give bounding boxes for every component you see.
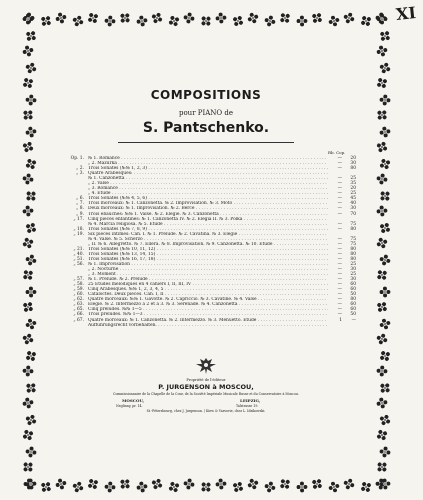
flower-ornament-icon <box>20 299 36 316</box>
work-price-kop: 80 <box>350 166 356 172</box>
work-price-rub: — <box>337 307 342 313</box>
flower-ornament-icon <box>375 396 389 410</box>
work-opus: „ 66. <box>73 312 84 318</box>
flower-ornament-icon <box>103 480 116 493</box>
title-page-content <box>46 36 366 470</box>
work-price-kop: 20 <box>350 156 356 161</box>
work-price-kop: 30 <box>350 161 356 167</box>
eagle-emblem-icon <box>194 356 218 376</box>
work-price-rub: — <box>337 156 342 161</box>
work-price-rub: — <box>337 161 342 167</box>
work-opus: „ 40. <box>73 251 84 257</box>
flower-ornament-icon <box>358 479 375 494</box>
flower-ornament-icon <box>378 125 392 139</box>
work-price-kop: 30 <box>350 277 356 283</box>
flower-ornament-icon <box>166 479 182 494</box>
flower-ornament-icon <box>377 220 392 236</box>
work-price-kop: 50 <box>350 292 356 298</box>
border-right <box>374 10 392 494</box>
work-title: Quatre morceaux: №№ 1. Gavotte. № 2. Capriccio. № 3. Cavatine. № 4. Valse . . . <box>88 297 328 302</box>
work-title: Quatre Arabesques: . . . <box>88 171 328 176</box>
flower-ornament-icon <box>374 299 390 316</box>
flower-ornament-icon <box>20 235 36 251</box>
work-title: Trois morceaux: № 1. Canzonetta. № 2. Improvisation. № 3. Moto . . . <box>88 201 328 206</box>
flower-ornament-icon <box>24 125 38 139</box>
work-price-kop: 20 <box>350 186 356 192</box>
work-price-kop: 25 <box>350 191 356 197</box>
flower-ornament-icon <box>374 331 389 346</box>
work-title: Trois Sonates (№№ 4, 5, 6) . . . <box>88 196 328 201</box>
work-title: Cinq pièces enfantines: № 1. Canzonetta IV. № 2. Elégia II. № 3. Polka . . . <box>88 217 328 222</box>
work-opus: „ 8. <box>76 206 84 212</box>
works-list <box>60 156 364 328</box>
work-price-rub: — <box>337 221 342 227</box>
work-price-kop: — <box>351 317 356 323</box>
work-price-rub: — <box>337 277 342 283</box>
work-opus: „ 9. <box>76 211 84 217</box>
publisher-name: P. JURGENSON à MOSCOU, <box>158 383 254 391</box>
flower-ornament-icon <box>341 10 356 25</box>
flower-ornament-icon <box>377 156 392 172</box>
work-title: Six pièces intimes: Cah. I. № 1. Prélude. № 2. Cavatina. № 3. Elegie . . . <box>88 232 328 237</box>
work-title: 25 Etudes mélodiques en 4 cahiers I, II, III, IV . . . <box>88 282 328 287</box>
work-price-kop: 30 <box>350 267 356 273</box>
work-price-rub: — <box>337 272 342 278</box>
flower-ornament-icon <box>377 28 392 45</box>
work-opus: Op. 1. <box>70 156 84 161</box>
flower-ornament-icon <box>377 380 392 397</box>
flower-ornament-icon <box>25 286 37 298</box>
work-opus: „ 17. <box>73 216 84 222</box>
flower-ornament-icon <box>309 476 326 492</box>
work-opus: „ 2. <box>76 166 84 172</box>
flower-ornament-icon <box>182 11 196 25</box>
work-price-rub: — <box>337 186 342 192</box>
flower-ornament-icon <box>23 60 38 76</box>
flower-ornament-icon <box>374 427 390 443</box>
work-price-rub: — <box>337 196 342 202</box>
flower-ornament-icon <box>374 107 390 124</box>
flower-ornament-icon <box>23 348 38 365</box>
flower-ornament-icon <box>263 14 278 28</box>
flower-ornament-icon <box>198 479 215 494</box>
flower-ornament-icon <box>103 14 116 27</box>
flower-ornament-icon <box>378 253 392 268</box>
flower-ornament-icon <box>376 365 389 378</box>
flower-ornament-icon <box>166 13 182 28</box>
flower-ornament-icon <box>135 480 149 494</box>
work-opus: „ 21. <box>73 246 84 252</box>
flower-ornament-icon <box>24 445 38 459</box>
work-title: „ II. № 6. Allegretto. № 7. Elléra. № 8. Improvisation. № 9. Canzonetta. № 10. Etude . . . <box>88 242 328 247</box>
work-title: Deux morceaux: № 1. Improvisation. № 2. Berce . . . <box>88 206 328 211</box>
flower-ornament-icon <box>374 75 390 92</box>
publisher-block <box>66 378 346 414</box>
work-title: Trois Sonates (№№ 7, 8, 9) . . . <box>88 227 328 232</box>
publisher-address-moscow: Neglinny, pr. 14. <box>116 404 143 409</box>
work-title: Cataloctes. Deux pièces. Cah. I, II . . . <box>88 292 328 297</box>
flower-ornament-icon <box>375 44 390 59</box>
work-opus: „ 57. <box>73 277 84 283</box>
flower-ornament-icon <box>23 220 38 236</box>
work-price-rub: — <box>337 181 342 187</box>
work-price-kop: 75 <box>350 241 356 247</box>
flower-ornament-icon <box>182 477 196 491</box>
flower-ornament-icon <box>327 14 342 28</box>
floral-border-frame <box>20 10 392 492</box>
work-price-rub: — <box>337 312 342 318</box>
work-title: Cinq Arabesques. №№ 1, 2, 3, 4, 5 . . . <box>88 287 328 292</box>
flower-ornament-icon <box>38 13 55 28</box>
work-price-kop: 60 <box>350 282 356 288</box>
work-opus: „ 3. <box>76 171 84 177</box>
work-title: № 1. Improvisation . . . <box>88 262 328 267</box>
catalog-mark: XI <box>395 3 417 24</box>
work-price-rub: — <box>337 206 342 212</box>
publisher-property: Propriété de l'éditeur <box>186 378 226 382</box>
flower-ornament-icon <box>230 13 246 28</box>
work-opus: „ 62. <box>73 297 84 303</box>
work-opus: „ 6. <box>76 196 84 202</box>
work-title: № 4. Marcia religiosa. № 5. Etude . . . <box>88 222 328 227</box>
flower-ornament-icon <box>374 267 390 284</box>
flower-ornament-icon <box>24 317 38 332</box>
work-title: „ 2. Mazurka . . . <box>88 161 328 166</box>
flower-ornament-icon <box>198 13 215 28</box>
work-price-rub: — <box>337 241 342 247</box>
flower-ornament-icon <box>23 188 38 205</box>
flower-ornament-icon <box>214 477 227 490</box>
work-title: № 1. Romance . . . <box>88 156 328 161</box>
work-title: Trois Sonates (№№ 16, 17, 18) . . . <box>88 257 328 262</box>
border-left <box>20 10 38 494</box>
work-price-rub: — <box>337 191 342 197</box>
publisher-address-leipzig: Talstrasse 19. <box>236 404 259 409</box>
flower-ornament-icon <box>117 10 134 26</box>
flower-ornament-icon <box>21 44 36 59</box>
flower-ornament-icon <box>23 28 38 45</box>
flower-ornament-icon <box>377 412 392 428</box>
currency-label: Rb. Cop. <box>328 150 346 155</box>
work-price-kop: 75 <box>350 236 356 242</box>
work-opus: „ 58. <box>73 282 84 288</box>
page-title: COMPOSITIONS <box>150 88 262 102</box>
flower-ornament-icon <box>214 11 227 24</box>
work-opus: „ 65. <box>73 307 84 313</box>
flower-ornament-icon <box>245 476 261 492</box>
work-price-rub: — <box>337 292 342 298</box>
work-title: Trois préludes. №№ 1—3 . . . <box>88 312 328 317</box>
work-opus: „ 67. <box>73 317 84 323</box>
flower-ornament-icon <box>374 459 390 476</box>
flower-ornament-icon <box>230 479 246 494</box>
work-price-rub: — <box>337 256 342 262</box>
work-opus: „ 60. <box>73 292 84 298</box>
flower-ornament-icon <box>23 156 38 172</box>
flower-ornament-icon <box>20 267 36 284</box>
flower-ornament-icon <box>20 427 36 443</box>
work-price-rub: — <box>337 251 342 257</box>
work-price-kop: 80 <box>350 256 356 262</box>
composer-name: S. Pantschenko. <box>142 120 270 136</box>
work-price-rub: — <box>337 297 342 303</box>
work-price-rub: — <box>337 267 342 273</box>
flower-ornament-icon <box>309 10 326 26</box>
border-bottom <box>20 476 392 494</box>
flower-ornament-icon <box>263 480 278 494</box>
flower-ornament-icon <box>54 11 69 26</box>
work-price-kop: 80 <box>350 246 356 252</box>
work-price-kop: 40 <box>350 201 356 207</box>
page-subtitle: pour PIANO de <box>178 109 234 117</box>
work-title: Cinq préludes. №№ 1—5 . . . <box>88 307 328 312</box>
work-price-kop: 50 <box>350 312 356 318</box>
flower-ornament-icon <box>376 13 388 25</box>
work-opus: „ 18. <box>73 226 84 232</box>
work-price-rub: — <box>337 282 342 288</box>
work-price-kop: 60 <box>350 307 356 313</box>
work-opus: „ 59. <box>73 287 84 293</box>
work-price-rub: — <box>337 226 342 232</box>
flower-ornament-icon <box>23 412 38 428</box>
work-row <box>60 323 364 328</box>
work-title: „ 2. Valse . . . <box>88 181 328 186</box>
work-price-kop: 80 <box>350 297 356 303</box>
flower-ornament-icon <box>20 331 35 346</box>
flower-ornament-icon <box>378 445 392 459</box>
work-title: Aufführungsrecht vorbehalten. . . . <box>88 323 328 328</box>
flower-ornament-icon <box>277 10 294 26</box>
flower-ornament-icon <box>21 204 34 217</box>
flower-ornament-icon <box>20 459 36 476</box>
flower-ornament-icon <box>378 477 391 490</box>
flower-ornament-icon <box>24 253 38 268</box>
flower-ornament-icon <box>296 481 308 493</box>
work-price-kop: 25 <box>350 272 356 278</box>
work-price-rub: — <box>337 261 342 267</box>
work-opus: „ 63. <box>73 302 84 308</box>
flower-ornament-icon <box>21 396 35 410</box>
work-price-rub: — <box>337 236 342 242</box>
flower-ornament-icon <box>135 14 149 28</box>
work-price-rub: 1 <box>339 317 342 323</box>
work-opus: „ 56. <box>73 261 84 267</box>
work-price-kop: 60 <box>350 287 356 293</box>
work-price-kop: 25 <box>350 176 356 182</box>
work-price-kop: 70 <box>350 211 356 217</box>
flower-ornament-icon <box>54 477 69 492</box>
work-price-rub: — <box>337 287 342 293</box>
flower-ornament-icon <box>38 479 55 494</box>
flower-ornament-icon <box>341 476 356 491</box>
flower-ornament-icon <box>23 380 38 397</box>
flower-ornament-icon <box>149 476 165 492</box>
flower-ornament-icon <box>20 139 36 155</box>
work-price-rub: — <box>337 201 342 207</box>
work-title: Trois ébauches: №№ 1. Valse. № 2. Elégie. № 3. Canzonetta . . . <box>88 212 328 217</box>
work-price-kop: 45 <box>350 196 356 202</box>
work-price-kop: 25 <box>350 261 356 267</box>
work-price-kop: 75 <box>350 221 356 227</box>
flower-ornament-icon <box>378 317 392 332</box>
work-title: Quatre morceaux: № 1. Canzonetta. № 2. Intermezzo. № 3. Menuetto. Etude . . . <box>88 318 328 323</box>
flower-ornament-icon <box>277 476 294 492</box>
work-price-kop: 60 <box>350 302 356 308</box>
title-rule <box>118 142 294 143</box>
work-title: „ 3. Romance . . . <box>88 186 328 191</box>
work-price-rub: — <box>337 211 342 217</box>
flower-ornament-icon <box>377 60 392 76</box>
flower-ornament-icon <box>358 13 375 28</box>
border-top <box>20 10 392 28</box>
publisher-city-moscow: MOSCOU, <box>122 398 144 404</box>
work-title: Trois Sonates (№№ 1, 2, 3) . . . <box>88 166 328 171</box>
flower-ornament-icon <box>85 476 102 492</box>
work-price-rub: — <box>337 302 342 308</box>
flower-ornament-icon <box>327 480 342 494</box>
flower-ornament-icon <box>24 477 37 490</box>
flower-ornament-icon <box>374 235 390 251</box>
flower-ornament-icon <box>22 13 34 25</box>
work-title: „ 2. Nocturne . . . <box>88 267 328 272</box>
work-title: Trois Sonates (№№ 10, 11, 12) . . . <box>88 247 328 252</box>
flower-ornament-icon <box>149 10 165 26</box>
flower-ornament-icon <box>117 476 134 492</box>
publisher-addresses <box>66 404 346 409</box>
work-price-rub: — <box>337 176 342 182</box>
flower-ornament-icon <box>378 93 391 106</box>
work-title: № 4. Valse. № 5. Scherzo . . . <box>88 237 328 242</box>
flower-ornament-icon <box>375 172 389 186</box>
flower-ornament-icon <box>374 139 390 155</box>
work-title: № 1. Canzonetta . . . <box>88 176 328 181</box>
flower-ornament-icon <box>20 75 36 92</box>
flower-ornament-icon <box>375 204 388 217</box>
work-opus: „ 7. <box>76 201 84 207</box>
work-price-kop: 80 <box>350 251 356 257</box>
work-price-kop: 30 <box>350 206 356 212</box>
work-opus: „ 19. <box>73 231 84 237</box>
publisher-city-leipzig: LEIPZIG, <box>240 398 261 404</box>
flower-ornament-icon <box>20 107 36 124</box>
work-price-kop: 35 <box>350 181 356 187</box>
flower-ornament-icon <box>85 10 102 26</box>
flower-ornament-icon <box>296 15 308 27</box>
work-title: „ 3. Moment . . . <box>88 272 328 277</box>
work-price-rub: — <box>337 166 342 172</box>
flower-ornament-icon <box>377 188 392 205</box>
work-title: „ 4. Etude . . . <box>88 191 328 196</box>
publisher-agents: St.-Pétersbourg, chez J. Jurgenson. | Kiew & Varsovie, chez L. Idzikowski. <box>146 409 266 414</box>
flower-ornament-icon <box>245 10 261 26</box>
publisher-title-line: Commissionnaire de la Chapelle de la Cour, de la Société Impériale Musicale Russe et du Conservatoire à Moscou. <box>113 392 299 396</box>
flower-ornament-icon <box>377 348 392 365</box>
flower-ornament-icon <box>22 365 35 378</box>
flower-ornament-icon <box>379 286 391 298</box>
work-title: № 1. Prélude. № 2. Prélude . . . <box>88 277 328 282</box>
work-title: Trois Sonates (№№ 13, 14, 15) . . . <box>88 252 328 257</box>
flower-ornament-icon <box>24 93 37 106</box>
work-title: Elégie. № 2. Intermezzo à 2 et à 3. № 3. Sérénade. № 4. Canzonetta . . . <box>88 302 328 307</box>
work-price-rub: — <box>337 246 342 252</box>
work-opus: „ 51. <box>73 256 84 262</box>
work-price-kop: 80 <box>350 226 356 232</box>
flower-ornament-icon <box>21 172 35 186</box>
